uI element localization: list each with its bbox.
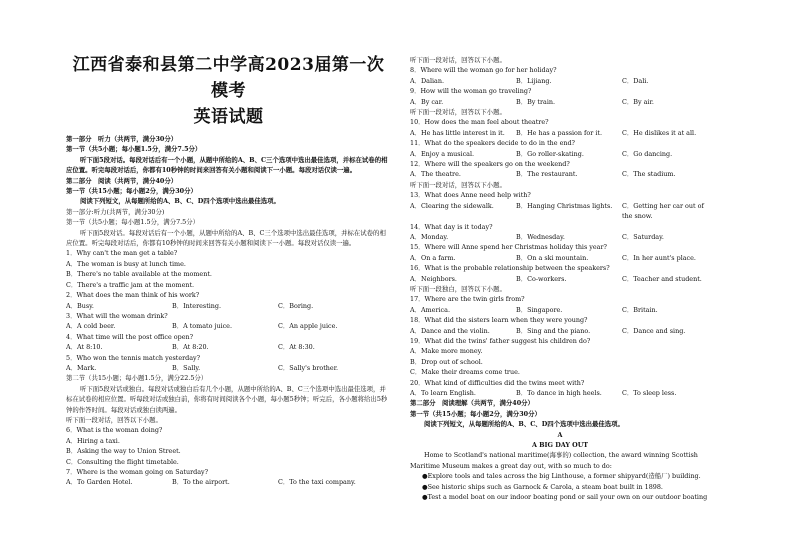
option-b: B．To dance in high heels. [516, 389, 602, 397]
option-a: A．By car. [410, 97, 444, 106]
option-c: C．Dance and sing. [622, 326, 686, 335]
question-3 [66, 311, 391, 332]
question-11 [410, 138, 710, 159]
option-a: A．Dalian. [410, 76, 444, 85]
part-heading: 第一节（共15小题；每小题2分，满分30分） [410, 409, 541, 418]
part-heading: 第二节（共15小题；每小题1.5分，满分22.5分） [66, 374, 208, 383]
option-c: C．An apple juice. [278, 322, 338, 331]
option-c: C．At 8:30. [278, 343, 315, 352]
question-text: 8．Where will the woman go for her holiday? [410, 66, 557, 75]
question-text: 7．Where is the woman going on Saturday? [66, 468, 209, 476]
question-text: 4．What time will the post office open? [66, 332, 194, 341]
question-14 [410, 222, 710, 243]
question-text: 15．Where will Anne spend her Christmas holiday this year? [410, 243, 607, 252]
option-c: C．The stadium. [622, 170, 676, 179]
option-b: B．On a ski mountain. [516, 253, 589, 262]
option-a: A．He has little interest in it. [410, 128, 505, 137]
option-b: B．Co-workers. [516, 274, 567, 283]
part-heading: 第一节（共15小题；每小题2分，满分30分） [66, 187, 197, 196]
instructions: 听下面5段对话。每段对话后有一个小题，从题中所给的A、B、C三个选项中选出最佳选项，并标在试卷的相应位置。听完每段对话后，你都有10秒钟的时间来回答有关小题和阅读下一小题。每段对话仅读一遍。 [66, 155, 388, 175]
question-text: 18．What did the sisters learn when they were young? [410, 316, 588, 325]
option-b: B．Drop out of school. [410, 357, 483, 366]
option-c: C．He dislikes it at all. [622, 128, 697, 137]
instructions: 阅读下列短文，从每题所给的A、B、C、D四个选项中选出最佳选项。 [80, 197, 280, 206]
part-heading: 第一节（共5小题；每小题1.5分，满分7.5分） [66, 218, 200, 227]
option-a: A．To Garden Hotel. [66, 478, 133, 487]
listening-heading: 第一部分:听力(共两节，满分30分) [66, 207, 165, 216]
option-c: C．Britain. [622, 305, 658, 314]
option-a: A．Dance and the violin. [410, 326, 490, 335]
option-b: B．A tomato juice. [172, 322, 232, 331]
option-c: C．Sally's brother. [278, 363, 339, 372]
question-text: 3．What will the woman drink? [66, 311, 168, 320]
option-b: B．The restaurant. [516, 170, 578, 179]
instructions: 阅读下列短文，从每题所给的A、B、C、D四个选项中选出最佳选项。 [424, 420, 624, 429]
option-b: B．Singapore. [516, 305, 563, 314]
option-c: C．Getting her car out of the snow. [622, 201, 704, 221]
option-b: B．Go roller-skating. [516, 149, 584, 158]
option-b: B．Asking the way to Union Street. [66, 447, 181, 456]
option-c: C．There's a traffic jam at the moment. [66, 280, 195, 289]
question-16 [410, 263, 710, 284]
question-text: 9．How will the woman go traveling? [410, 87, 532, 96]
section-heading: 第一部分 听力（共两节，满分30分） [66, 135, 178, 143]
option-b: B．There's no table available at the moment. [66, 270, 212, 279]
option-c: C．Boring. [278, 301, 314, 310]
question-text: 13．What does Anne need help with? [410, 191, 531, 200]
question-text: 12．Where will the speakers go on the weekend? [410, 160, 570, 169]
option-c: C．Teacher and student. [622, 274, 702, 283]
option-a: A．America. [410, 305, 450, 314]
option-a: A．Clearing the sidewalk. [410, 201, 494, 210]
question-13 [410, 190, 710, 221]
question-text: 1．Why can't the man get a table? [66, 249, 178, 258]
question-6 [66, 425, 391, 467]
option-a: A．At 8:10. [66, 343, 103, 352]
part-heading: 第一节（共5小题；每小题1.5分，满分7.5分） [66, 145, 202, 154]
question-20 [410, 378, 710, 399]
option-b: B．Wednesday. [516, 232, 565, 241]
passage-bullet: ●Test a model boat on our indoor boating pond or sail your own on our outdoor boating [422, 493, 708, 502]
question-19 [410, 336, 710, 378]
option-a: A．Enjoy a musical. [410, 149, 475, 158]
option-b: B．Lijiang. [516, 76, 552, 85]
option-a: A．Make more money. [410, 347, 483, 356]
question-1 [66, 248, 391, 290]
left-column [66, 52, 391, 488]
section-heading: 第二部分 阅读（共两节，满分40分） [66, 176, 178, 185]
segment-instruction: 听下面一段对话，回答以下小题。 [66, 415, 162, 424]
option-c: C．Saturday. [622, 232, 664, 241]
question-text: 14．What day is it today? [410, 222, 493, 231]
segment-instruction: 听下面一段独白，回答以下小题。 [410, 284, 506, 293]
exam-title-line2: 英语试题 [193, 107, 264, 127]
question-text: 6．What is the woman doing? [66, 426, 163, 435]
option-c: C．Go dancing. [622, 149, 673, 158]
segment-instruction: 听下面一段对话，回答以下小题。 [410, 180, 506, 189]
option-c: C．Make their dreams come true. [410, 368, 520, 377]
passage-intro: Home to Scotland's national maritime(海事的) collection, the award winning Scottish Maritime Museum makes a great day out, with so much to do: [410, 451, 698, 470]
passage-bullet: ●See historic ships such as Garnock & Carola, a steam boat built in 1898. [422, 482, 663, 491]
option-b: B．By train. [516, 97, 556, 106]
passage-letter: A [557, 430, 563, 439]
question-12 [410, 159, 710, 180]
question-text: 17．Where are the twin girls from? [410, 295, 525, 304]
option-b: B．To the airport. [172, 478, 230, 487]
question-8 [410, 65, 710, 86]
question-7 [66, 467, 391, 488]
option-a: A．Monday. [410, 232, 449, 241]
option-a: A．To learn English. [410, 389, 476, 397]
passage-bullet: ●Explore tools and tales across the big Linthouse, a former shipyard(造船厂) building. [422, 472, 701, 481]
option-b: B．At 8:20. [172, 343, 209, 352]
instructions: 听下面5段对话或独白。每段对话或独白后有几个小题，从题中所给的A、B、C三个选项中选出最佳选项，并标在试卷的相应位置。听每段对话或独白前，你将有时间阅读各个小题，每小题5秒钟；听完后，各小题将给出5秒钟的作答时间。每段对话或独白读两遍。 [66, 384, 388, 414]
question-18 [410, 315, 710, 336]
option-a: A．A cold beer. [66, 322, 116, 331]
right-column [410, 55, 710, 502]
question-5 [66, 353, 391, 374]
section-heading: 第二部分 阅读理解（共两节，满分40分） [410, 399, 534, 408]
option-c: C．To the taxi company. [278, 478, 356, 487]
question-9 [410, 86, 710, 107]
option-a: A．Mark. [66, 363, 97, 372]
option-b: B．Hanging Christmas lights. [516, 201, 613, 210]
option-c: C．By air. [622, 97, 654, 106]
passage-title: A BIG DAY OUT [531, 441, 589, 450]
question-2 [66, 290, 391, 311]
option-b: B．Sing and the piano. [516, 326, 591, 335]
exam-title-line1: 江西省泰和县第二中学高2023届第一次模考 [72, 55, 385, 101]
question-text: 11．What do the speakers decide to do in the end? [410, 139, 575, 148]
question-17 [410, 294, 710, 315]
instructions: 听下面5段对话。每段对话后有一个小题，从题中所给的A、B、C三个选项中选出最佳选项，并标在试卷的相应位置。听完每段对话后，你都有10秒钟的时间来回答有关小题和阅读下一小题。每段对话仅读一遍。 [66, 228, 386, 248]
question-text: 19．What did the twins' father suggest his children do? [410, 336, 591, 345]
segment-instruction: 听下面一段对话，回答以下小题。 [410, 56, 506, 64]
option-b: B．He has a passion for it. [516, 128, 602, 137]
question-text: 5．Who won the tennis match yesterday? [66, 353, 201, 362]
question-10 [410, 117, 710, 138]
option-a: A．Hiring a taxi. [66, 436, 120, 445]
option-a: A．On a farm. [410, 253, 456, 262]
question-4 [66, 332, 391, 353]
question-text: 10．How does the man feel about theatre? [410, 118, 549, 127]
option-b: B．Interesting. [172, 301, 222, 310]
option-c: C．To sleep less. [622, 389, 677, 397]
option-a: A．Busy. [66, 301, 94, 310]
question-text: 20．What kind of difficulties did the twins meet with? [410, 378, 585, 387]
question-15 [410, 242, 710, 263]
segment-instruction: 听下面一段对话，回答以下小题。 [410, 108, 506, 117]
option-c: C．In her aunt's place. [622, 253, 696, 262]
question-text: 2．What does the man think of his work? [66, 291, 200, 300]
option-a: A．Neighbors. [410, 274, 457, 283]
option-a: A．The theatre. [410, 170, 461, 179]
question-text: 16．What is the probable relationship between the speakers? [410, 264, 610, 273]
option-b: B．Sally. [172, 363, 201, 372]
option-c: C．Consulting the flight timetable. [66, 457, 179, 466]
option-a: A．The woman is busy at lunch time. [66, 259, 186, 268]
option-c: C．Dali. [622, 76, 649, 85]
